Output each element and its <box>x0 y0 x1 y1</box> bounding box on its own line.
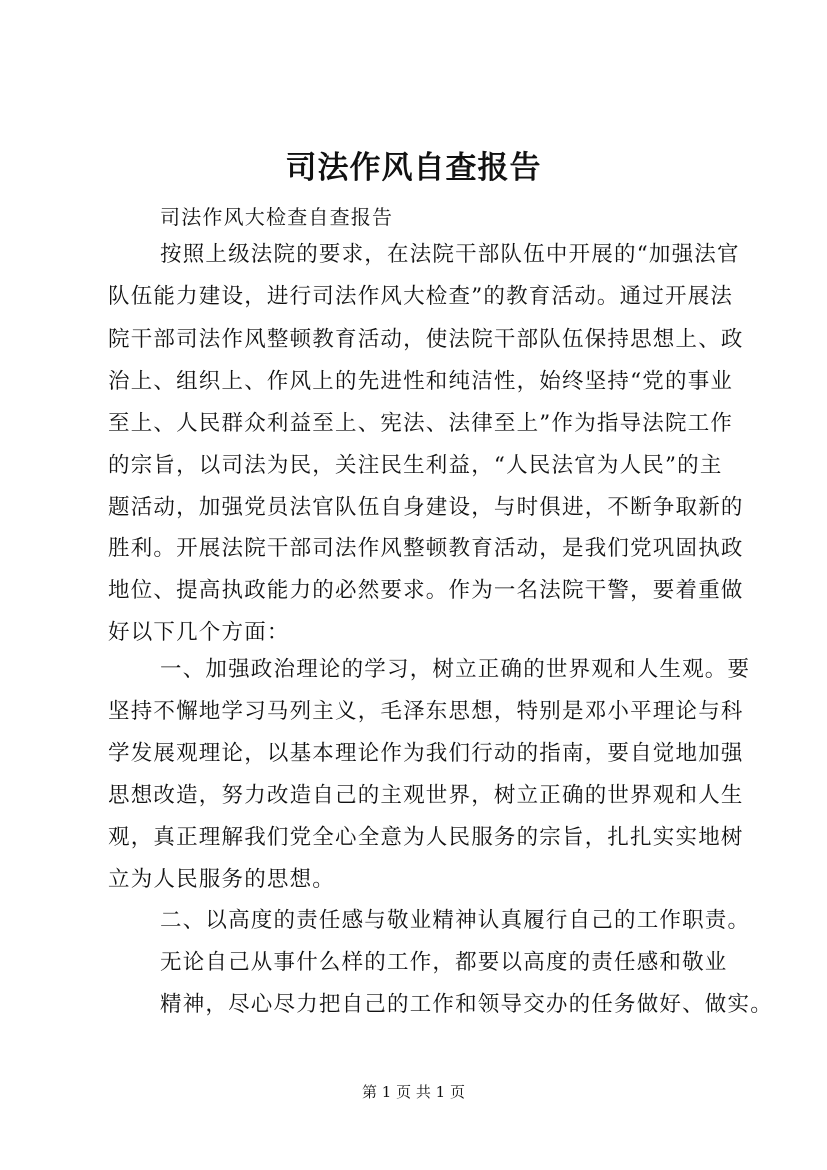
body-line: 好以下几个方面： <box>108 620 290 645</box>
body-line: 队伍能力建设，进行司法作风大检查”的教育活动。通过开展法 <box>108 284 734 309</box>
body-line: 的宗旨，以司法为民，关注民生利益，“人民法官为人民”的主 <box>108 453 723 478</box>
body-line: 治上、组织上、作风上的先进性和纯洁性，始终坚持“党的事业 <box>108 369 734 394</box>
body-line: 精神，尽心尽力把自己的工作和领导交办的任务做好、做实。 <box>160 992 773 1017</box>
body-line: 观，真正理解我们党全心全意为人民服务的宗旨，扎扎实实地树 <box>108 825 744 850</box>
body-line: 胜利。开展法院干部司法作风整顿教育活动，是我们党巩固执政 <box>108 536 744 561</box>
body-line: 至上、人民群众利益至上、宪法、法律至上”作为指导法院工作 <box>108 411 734 436</box>
page-number: 第 1 页 共 1 页 <box>362 1083 465 1101</box>
body-line: 一、加强政治理论的学习，树立正确的世界观和人生观。要 <box>160 657 751 682</box>
page-title: 司法作风自查报告 <box>285 150 542 186</box>
body-line: 地位、提高执政能力的必然要求。作为一名法院干警，要着重做 <box>108 578 744 603</box>
body-line: 二、以高度的责任感与敬业精神认真履行自己的工作职责。 <box>160 908 751 933</box>
body-line: 立为人民服务的思想。 <box>108 867 336 892</box>
body-line: 院干部司法作风整顿教育活动，使法院干部队伍保持思想上、政 <box>108 327 744 352</box>
body-line: 题活动，加强党员法官队伍自身建设，与时俱进，不断争取新的 <box>108 495 744 520</box>
document-subtitle: 司法作风大检查自查报告 <box>160 205 394 229</box>
body-line: 学发展观理论，以基本理论作为我们行动的指南，要自觉地加强 <box>108 741 744 766</box>
body-line: 坚持不懈地学习马列主义，毛泽东思想，特别是邓小平理论与科 <box>108 699 744 724</box>
body-line: 思想改造，努力改造自己的主观世界，树立正确的世界观和人生 <box>108 783 744 808</box>
body-line: 按照上级法院的要求，在法院干部队伍中开展的“加强法官 <box>160 242 740 267</box>
body-line: 无论自己从事什么样的工作，都要以高度的责任感和敬业 <box>160 950 728 975</box>
